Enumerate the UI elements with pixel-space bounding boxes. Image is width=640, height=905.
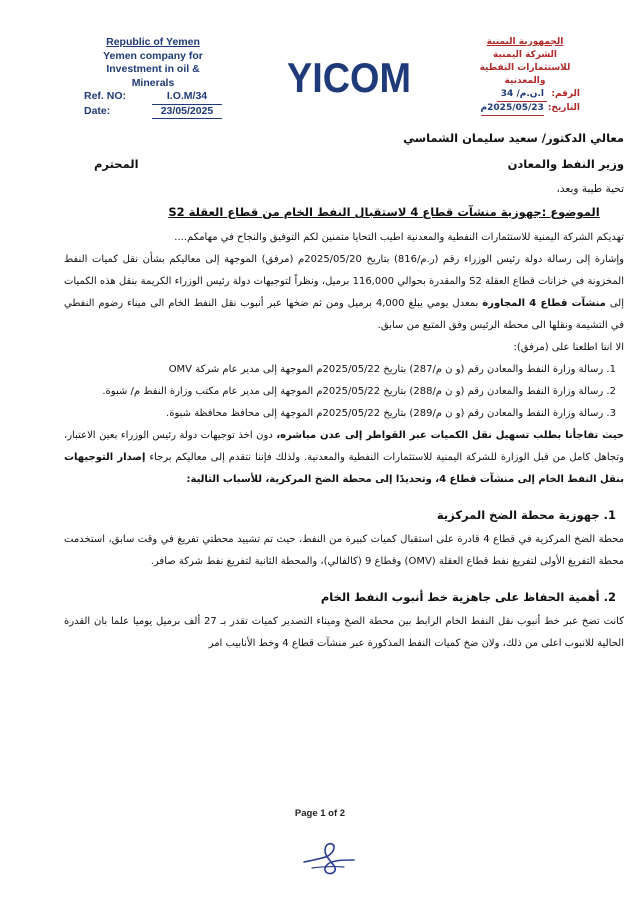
reference-text-bold: منشآت قطاع 4 المجاورة: [482, 298, 606, 309]
request-text-1: دون اخذ توجيهات دولة رئيس الوزراء بعين الاعتبار، وتجاهل كامل من قبل الوزارة للشركة اليمنية للاستثمارات النفطية والمعدنية. ولذلك فإننا نتقدم إلى معاليكم برجاء: [64, 430, 624, 463]
section-1-title: 1. جهوزية محطة الضخ المركزية: [436, 508, 616, 522]
country-name-ar: الجمهورية اليمنية: [486, 37, 564, 47]
list-item: 1. رسالة وزارة النفط والمعادن رقم (و ن م/287) بتاريخ 2025/05/22م الموجهة إلى مدير عام شركة OMV: [168, 364, 616, 375]
company-logo: [285, 54, 413, 98]
arabic-letterhead: [470, 36, 580, 116]
signature-underline: [312, 867, 344, 868]
recipient-title: وزير النفط والمعادن: [507, 157, 624, 171]
company-name-en-2: Investment in oil & Minerals: [106, 63, 200, 89]
request-text-2: ، وتحديدًا إلى محطة الضخ المركزية، للأسباب التالية:: [186, 474, 440, 485]
date-row-ar: [470, 102, 580, 116]
list-item: 2. رسالة وزارة النفط والمعادن رقم (و ن م/288) بتاريخ 2025/05/22م الموجهة إلى مدير عام مكتب وزارة النفط م/ شبوة.: [102, 386, 616, 397]
section-2-title: 2. أهمية الحفاظ على جاهزية خط أنبوب النفط الخام: [320, 590, 616, 604]
recipient-name: معالي الدكتور/ سعيد سليمان الشماسي: [403, 131, 624, 145]
page-number: Page 1 of 2: [294, 808, 346, 819]
greeting: تحية طيبة وبعد،: [556, 183, 624, 195]
country-name-en: Republic of Yemen: [106, 36, 200, 48]
letter-body: [64, 125, 624, 655]
signature: [298, 838, 358, 878]
reference-text-1: وإشارة إلى رسالة دولة رئيس الوزراء رقم (ر.م/816) بتاريخ 2025/05/20م (مرفق) الموجهة إلى معاليكم بشأن نقل كميات النفط المخزونة في خزانات قطاع العقلة S2 والمقدرة بحوالي 116,000 برميل، ونظراً لتوجيهات دولة رئيس الوزراء الكريمة بنقل هذه الكميات إلى: [64, 254, 625, 309]
signature-stroke: [304, 844, 354, 874]
company-name-ar-1: الشركة اليمنية: [492, 50, 558, 60]
ref-value-en: I.O.M/34: [152, 90, 222, 105]
date-label-en: Date:: [84, 104, 111, 117]
date-label-ar: التاريخ:: [547, 103, 580, 113]
ref-label-ar: الرقم:: [551, 89, 580, 99]
ref-row-en: [84, 90, 222, 105]
request-text-bold-2: إصدار التوجيهات بنقل النفط الخام إلى منشآت قطاع 4: [64, 452, 624, 485]
date-value-en: 23/05/2025: [152, 105, 222, 120]
ref-row-ar: [470, 88, 580, 102]
recipient-title-row: [64, 151, 624, 177]
company-name-en-1: Yemen company for: [103, 49, 203, 62]
attachments-list: [64, 359, 624, 425]
attachments-intro: الا اننا اطلعنا على (مرفق):: [513, 342, 624, 353]
company-name-ar-2: للاستثمارات النفطية والمعدنية: [479, 63, 571, 86]
reference-paragraph: [64, 249, 624, 337]
date-row-en: [84, 105, 222, 120]
subject-line: الموضوع :جهوزية منشآت قطاع 4 لاستقبال النفط الخام من قطاع العقلة S2: [168, 205, 600, 219]
section-1-body: محطة الضخ المركزية في قطاع 4 قادرة على استقبال كميات كبيرة من النفط، حيث تم تشييد محطتي تفريغ في وقت سابق، استخدمت محطة التفريغ الأولى لتفريغ نفط قطاع العقلة (OMV) وقطاع 9 (كالفالي)، والمحطة الثانية لتفريغ نفط شركة صافر.: [64, 534, 624, 567]
honorific: المحترم: [94, 157, 139, 171]
ref-label-en: Ref. NO:: [84, 90, 126, 102]
request-paragraph: [64, 425, 624, 491]
intro-paragraph: تهديكم الشركة اليمنية للاستثمارات النفطية والمعدنية اطيب التحايا متمنين لكم التوفيق والنجاح في مهامكم....: [174, 232, 624, 243]
ref-value-ar: ا.ن.م/ 34: [497, 88, 547, 102]
english-letterhead: [84, 36, 222, 119]
section-2-body: كانت تضخ عبر خط أنبوب نقل النفط الخام الرابط بين محطة الضخ وميناء التصدير كميات تقدر بـ 27 ألف برميل يوميا علما بان القدرة الحالية للانبوب اعلى من ذلك، ولان ضخ كميات النفط المذكورة عبر منشآت قطاع 4 وخط الأنابيب امر: [64, 616, 624, 649]
reference-text-2: بمعدل يومي يبلغ 4,000 برميل ومن ثم ضخها عبر أنبوب نقل النفط الخام الى ميناء رضوم النفطي في التشيمة ونقلها الى محطة الرئيس وفق المتبع من سابق.: [64, 298, 624, 331]
date-value-ar: 2025/05/23م: [481, 102, 544, 116]
list-item: 3. رسالة وزارة النفط والمعادن رقم (و ن م/289) بتاريخ 2025/05/22م الموجهة إلى محافظ محافظة شبوة.: [166, 408, 616, 419]
request-text-bold-1: حيث تفاجأنا بطلب تسهيل نقل الكميات عبر القواطر إلى عدن مباشره،: [276, 430, 624, 441]
logo-text: YICOM: [287, 54, 411, 98]
